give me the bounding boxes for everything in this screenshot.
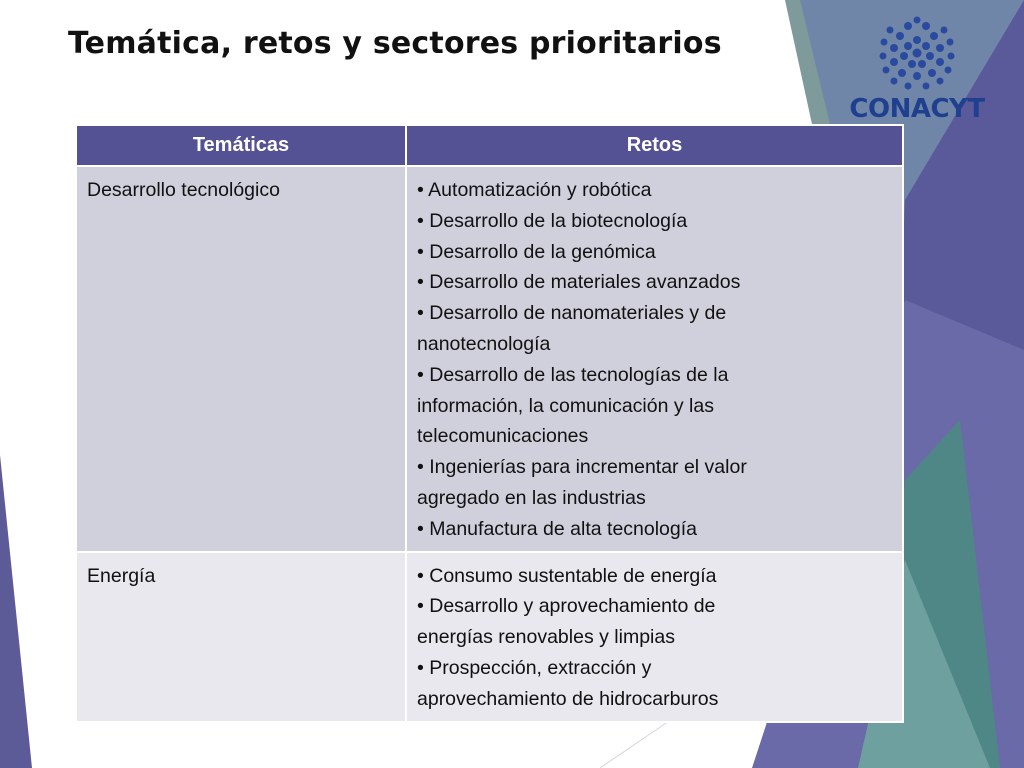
table-header-row	[76, 125, 903, 166]
reto-line: telecomunicaciones	[417, 425, 589, 448]
logo-text: CONACYT	[849, 94, 985, 124]
reto-line: información, la comunicación y las	[417, 394, 714, 417]
header-tematicas: Temáticas	[76, 125, 406, 166]
reto-line: nanotecnología	[417, 332, 551, 355]
reto-line: • Desarrollo de las tecnologías de la	[417, 363, 729, 386]
table-row	[76, 166, 903, 552]
reto-line: • Desarrollo de nanomateriales y de	[417, 302, 727, 325]
deco-left-triangle	[0, 455, 32, 768]
reto-line: • Desarrollo de materiales avanzados	[417, 271, 741, 294]
logo-dots-icon	[842, 14, 992, 94]
reto-line: • Desarrollo de la genómica	[417, 240, 656, 263]
table-row	[76, 552, 903, 722]
tematicas-retos-table	[75, 124, 904, 723]
reto-line: • Prospección, extracción y	[417, 656, 652, 679]
reto-line: • Desarrollo de la biotecnología	[417, 209, 688, 232]
tematica-cell: Energía	[76, 552, 406, 722]
reto-line: aprovechamiento de hidrocarburos	[417, 687, 719, 710]
retos-cell	[406, 166, 903, 552]
logo-dot-pattern	[880, 17, 955, 90]
reto-line: • Automatización y robótica	[417, 179, 652, 201]
conacyt-logo	[842, 14, 992, 126]
header-retos: Retos	[406, 125, 903, 166]
reto-line: • Desarrollo y aprovechamiento de	[417, 595, 716, 618]
reto-line: • Consumo sustentable de energía	[417, 564, 717, 587]
page-title: Temática, retos y sectores prioritarios	[68, 26, 722, 61]
reto-line: agregado en las industrias	[417, 486, 646, 509]
reto-line: • Manufactura de alta tecnología	[417, 517, 698, 540]
retos-cell	[406, 552, 903, 722]
reto-line: energías renovables y limpias	[417, 626, 675, 649]
reto-line: • Ingenierías para incrementar el valor	[417, 456, 747, 479]
tematica-cell: Desarrollo tecnológico	[76, 166, 406, 552]
